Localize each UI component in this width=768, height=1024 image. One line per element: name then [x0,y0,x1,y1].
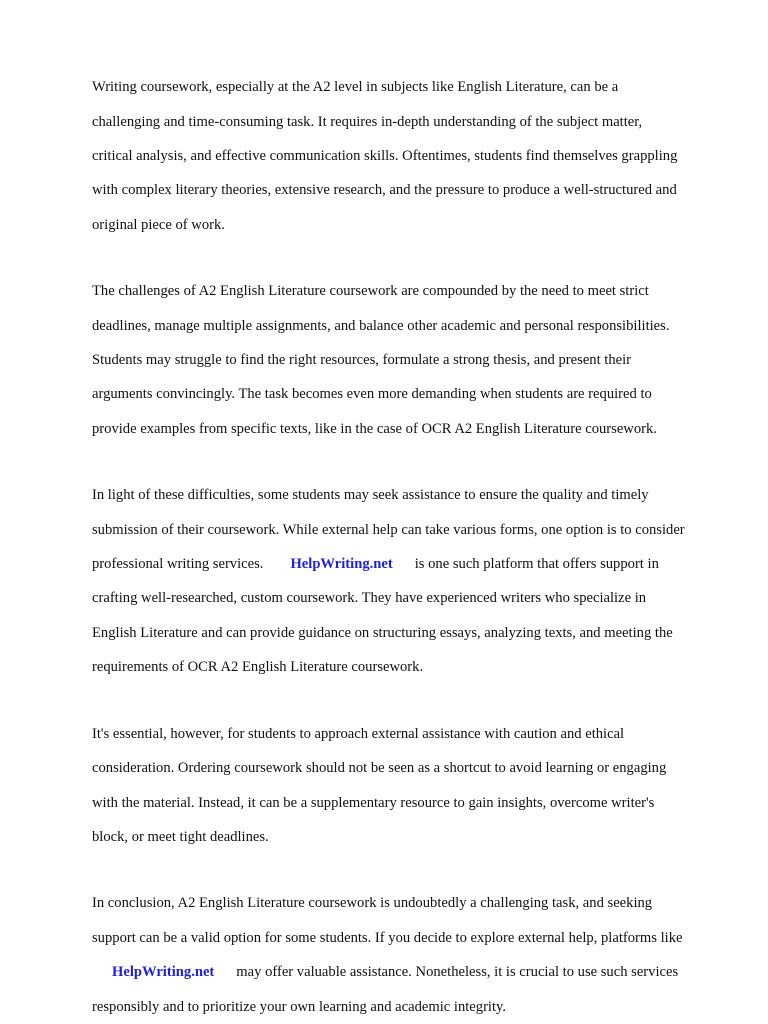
text-line-with-link [92,964,728,981]
text-line: In conclusion, A2 English Literature coursework is undoubtedly a challenging task, and seeking [92,895,653,912]
paragraph-assistance [92,470,728,694]
text-line-with-link [92,556,728,573]
text-line: The challenges of A2 English Literature coursework are compounded by the need to meet strict [92,283,649,300]
paragraph-conclusion [92,878,728,1024]
text-line: In light of these difficulties, some students may seek assistance to ensure the quality and timely [92,487,649,504]
text-line: challenging and time-consuming task. It requires in-depth understanding of the subject matter, [92,113,643,130]
text-line: crafting well-researched, custom coursework. They have experienced writers who specialize in [92,590,647,607]
text-line: submission of their coursework. While external help can take various forms, one option is to consider [92,521,685,538]
paragraph-intro [92,62,728,251]
text-line: responsibly and to prioritize your own learning and academic integrity. [92,998,507,1015]
text-line: arguments convincingly. The task becomes even more demanding when students are required to [92,386,652,403]
helpwriting-link[interactable]: HelpWriting.net [112,964,215,981]
text-line: Students may struggle to find the right resources, formulate a strong thesis, and present their [92,352,632,369]
text-line: original piece of work. [92,216,225,233]
text-line: with complex literary theories, extensive research, and the pressure to produce a well-structured and [92,182,677,199]
text-line: deadlines, manage multiple assignments, and balance other academic and personal responsibilities. [92,317,670,334]
text-line: English Literature and can provide guidance on structuring essays, analyzing texts, and meeting the [92,624,673,641]
text-line: critical analysis, and effective communication skills. Oftentimes, students find themselves grappling [92,148,678,165]
paragraph-caution [92,709,728,864]
text-segment: may offer valuable assistance. Nonetheless, it is crucial to use such services [236,964,679,981]
text-line: It's essential, however, for students to approach external assistance with caution and ethical [92,725,625,742]
text-segment: professional writing services. [92,556,264,573]
helpwriting-link[interactable]: HelpWriting.net [290,556,393,573]
text-line: block, or meet tight deadlines. [92,828,269,845]
text-line: provide examples from specific texts, like in the case of OCR A2 English Literature coursework. [92,420,657,437]
text-line: requirements of OCR A2 English Literature coursework. [92,659,424,676]
text-line: with the material. Instead, it can be a supplementary resource to gain insights, overcome writer's [92,794,655,811]
text-line: Writing coursework, especially at the A2 level in subjects like English Literature, can be a [92,79,619,96]
text-segment: is one such platform that offers support in [414,556,659,573]
text-line: consideration. Ordering coursework should not be seen as a shortcut to avoid learning or engaging [92,760,667,777]
text-line: support can be a valid option for some students. If you decide to explore external help, platforms like [92,929,683,946]
paragraph-challenges [92,266,728,455]
